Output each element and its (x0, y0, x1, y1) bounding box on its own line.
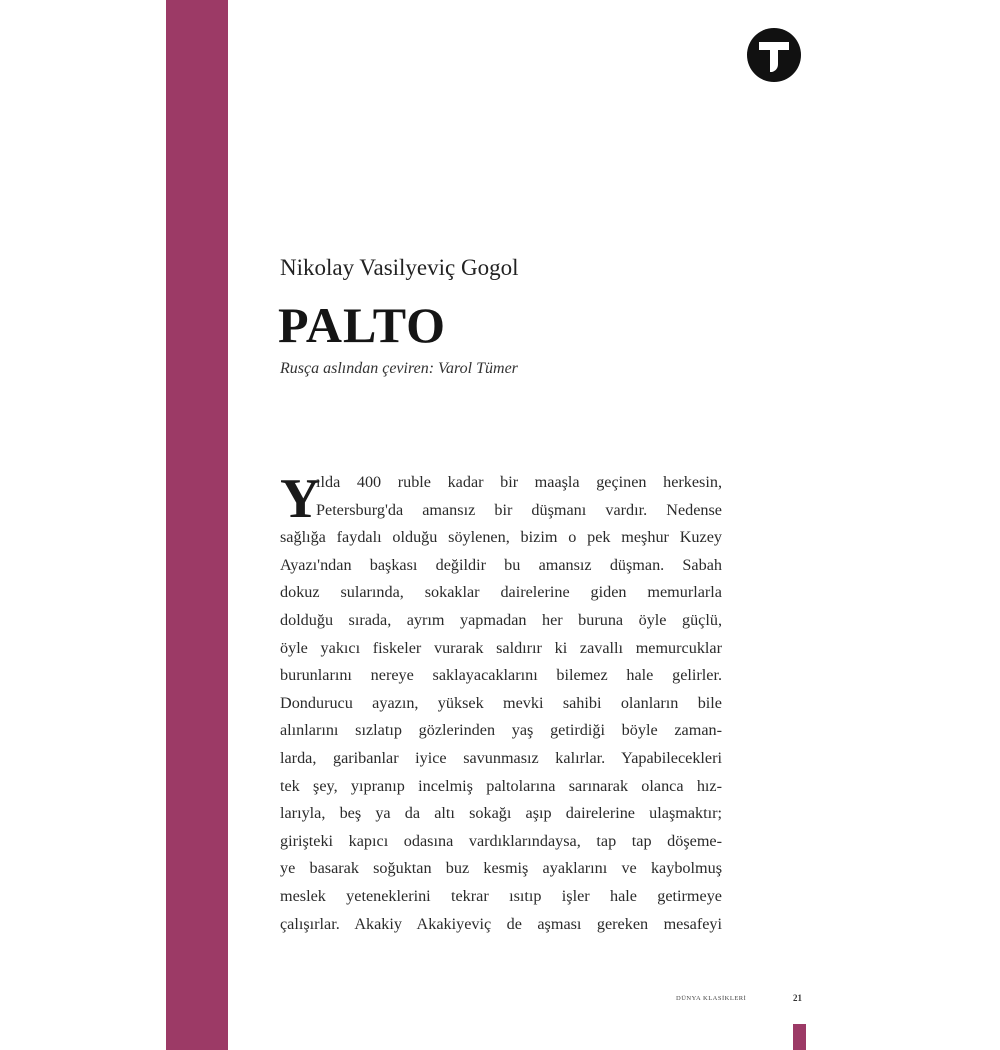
text-line: ılda 400 ruble kadar bir maaşla geçinen herkesin, (316, 473, 722, 491)
text-line: alınlarını sızlatıp gözlerinden yaş getirdiği böyle zaman- (280, 721, 722, 740)
text-line: girişteki kapıcı odasına vardıklarındaysa, tap tap döşeme- (280, 831, 722, 850)
text-line: dolduğu sırada, ayrım yapmadan her buruna öyle güçlü, (280, 610, 722, 629)
publisher-logo-icon (746, 27, 802, 83)
text-line: tek şey, yıpranıp incelmiş paltolarına sarınarak olanca hız- (280, 776, 722, 795)
text-line: dokuz sularında, sokaklar dairelerine giden memurlarla (280, 583, 722, 602)
text-line: Petersburg'da amansız bir düşmanı vardır. Nedense (316, 500, 722, 519)
page-number: 21 (793, 993, 802, 1003)
translator-credit: Rusça aslından çeviren: Varol Tümer (280, 360, 518, 377)
body-text (280, 469, 722, 938)
text-line: Ayazı'ndan başkası değildir bu amansız düşman. Sabah (280, 555, 722, 574)
text-line: meslek yeteneklerini tekrar ısıtıp işler hale getirmeye (280, 886, 722, 905)
text-line: sağlığa faydalı olduğu söylenen, bizim o pek meşhur Kuzey (280, 528, 722, 547)
series-name: DÜNYA KLASİKLERİ (676, 995, 747, 1002)
color-sidebar-band (166, 0, 228, 1050)
text-line: Dondurucu ayazın, yüksek mevki sahibi olanların bile (280, 693, 722, 712)
text-line: ye basarak soğuktan buz kesmiş ayaklarını ve kaybolmuş (280, 859, 722, 878)
text-line: burunlarını nereye saklayacaklarını bilemez hale gelirler. (280, 666, 722, 685)
page-marker-bar (793, 1024, 806, 1050)
text-line: öyle yakıcı fiskeler vurarak saldırır ki zavallı memurcuklar (280, 638, 722, 657)
drop-cap: Y (280, 468, 321, 530)
text-line: larda, garibanlar iyice savunmasız kalırlar. Yapabilecekleri (280, 748, 722, 767)
author-name: Nikolay Vasilyeviç Gogol (280, 255, 519, 280)
text-line: çalışırlar. Akakiy Akakiyeviç de aşması gereken mesafeyi (280, 914, 722, 933)
text-line: larıyla, beş ya da altı sokağı aşıp dairelerine ulaşmaktır; (280, 804, 722, 823)
book-title: PALTO (278, 297, 447, 353)
